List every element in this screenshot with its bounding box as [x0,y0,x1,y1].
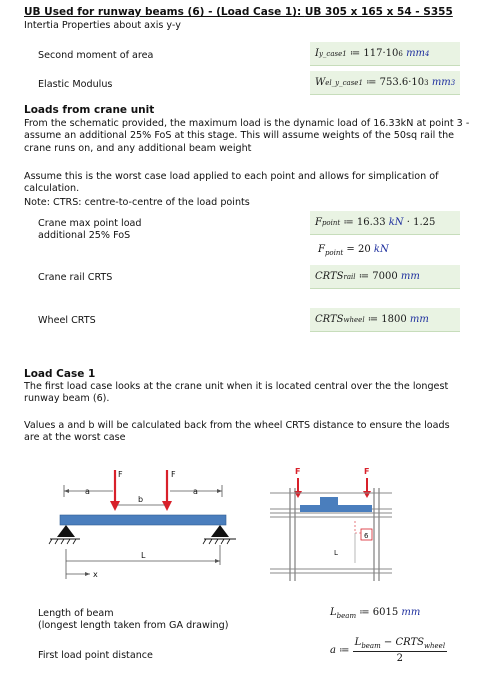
beam-length-label: Length of beam (longest length taken from GA drawing) [38,608,229,632]
beam-diagram [40,465,250,580]
loads-note: Note: CTRS: centre-to-centre of the load points [24,197,250,208]
crane-carriage [300,505,372,512]
dim-arrow-x [85,572,90,576]
first-load-point-math: a ≔ $\frac{L_{beam} - CRTS_{wheel}}{2}$ [330,637,446,664]
beam-bar [60,515,226,525]
hatch-right-5 [227,539,230,544]
force-label-1: F [118,470,123,479]
crane-force-label-2: F [364,467,370,476]
dim-label-x: x [93,570,98,579]
title-section: UB 305 x 165 x 54 - S355 [304,6,453,18]
dim-label-a-right: a [193,487,198,496]
loads-heading: Loads from crane unit [24,104,155,116]
hatch-right-3 [215,539,218,544]
wheel-crts-label: Wheel CRTS [38,315,96,326]
point-load-result: $F_{point} = 20$ kN [318,244,389,257]
dim-arrow-a-right [217,489,222,493]
force-arrowhead-1 [110,501,120,511]
crane-rail-label: Crane rail CRTS [38,272,113,283]
force-arrowhead-2 [162,501,172,511]
second-moment-label: Second moment of area [38,50,154,61]
dim-label-a-left: a [85,487,90,496]
elastic-modulus-label: Elastic Modulus [38,79,113,90]
point-load-math: F point ≔ 16.33 kN · 1.25 [310,211,460,235]
hatch-left-5 [73,539,76,544]
crane-rail-math: CRTS rail ≔ 7000 mm [310,265,460,289]
point-load-label: Crane max point load additional 25% FoS [38,218,142,242]
crane-force-arrowhead-2 [363,491,371,498]
crane-layout-diagram [262,463,462,583]
hatch-right-2 [209,539,212,544]
load-case-paragraph-1: The first load case looks at the crane unit when it is located central over the the longest runway beam (6). [24,381,449,405]
loads-paragraph-1: From the schematic provided, the maximum load is the dynamic load of 16.33kN at point 3 - assume an additional 25% FoS at this stage. This will assume weights of the 50sq rail the crane runs on, and any additional beam weight [24,118,470,154]
elastic-modulus-math: W el_y_case1 ≔ 753.6 ·10 3 mm 3 [310,71,460,95]
beam-length-math: $L_{beam}$ ≔ 6015 mm [330,607,421,620]
hatch-right-4 [221,539,224,544]
support-right [211,525,229,537]
crane-force-label-1: F [295,467,301,476]
wheel-crts-math: CRTS wheel ≔ 1800 mm [310,308,460,332]
hatch-left-2 [55,539,58,544]
hatch-left-4 [67,539,70,544]
beam6-tag-label: 6 [364,532,369,540]
hatch-left-1 [49,539,52,544]
page-subtitle: Intertia Properties about axis y-y [24,20,181,31]
first-load-point-label: First load point distance [38,650,153,661]
second-moment-math: I y_case1 ≔ 117 ·10 6 mm 4 [310,42,460,66]
dim-label-b: b [138,495,144,504]
crane-hoist [320,497,338,506]
force-label-2: F [171,470,176,479]
load-case-heading: Load Case 1 [24,368,96,380]
dim-label-L: L [141,551,146,560]
title-prefix: UB Used for runway beams (6) - (Load Case 1): [24,6,305,18]
dim-arrow-L [215,559,220,563]
page-title [24,6,453,18]
hatch-right-1 [203,539,206,544]
hatch-left-3 [61,539,64,544]
load-case-paragraph-2: Values a and b will be calculated back from the wheel CRTS distance to ensure the loads are at the worst case [24,420,450,444]
crane-dim-label-L: L [334,549,338,557]
support-left [57,525,75,537]
dim-arrow-a-left [64,489,69,493]
first-load-point-fraction: $\frac{L_{beam} - CRTS_{wheel}}{2}$ [354,637,446,664]
loads-paragraph-2: Assume this is the worst case load applied to each point and allows for simplication of calculation. [24,171,439,195]
